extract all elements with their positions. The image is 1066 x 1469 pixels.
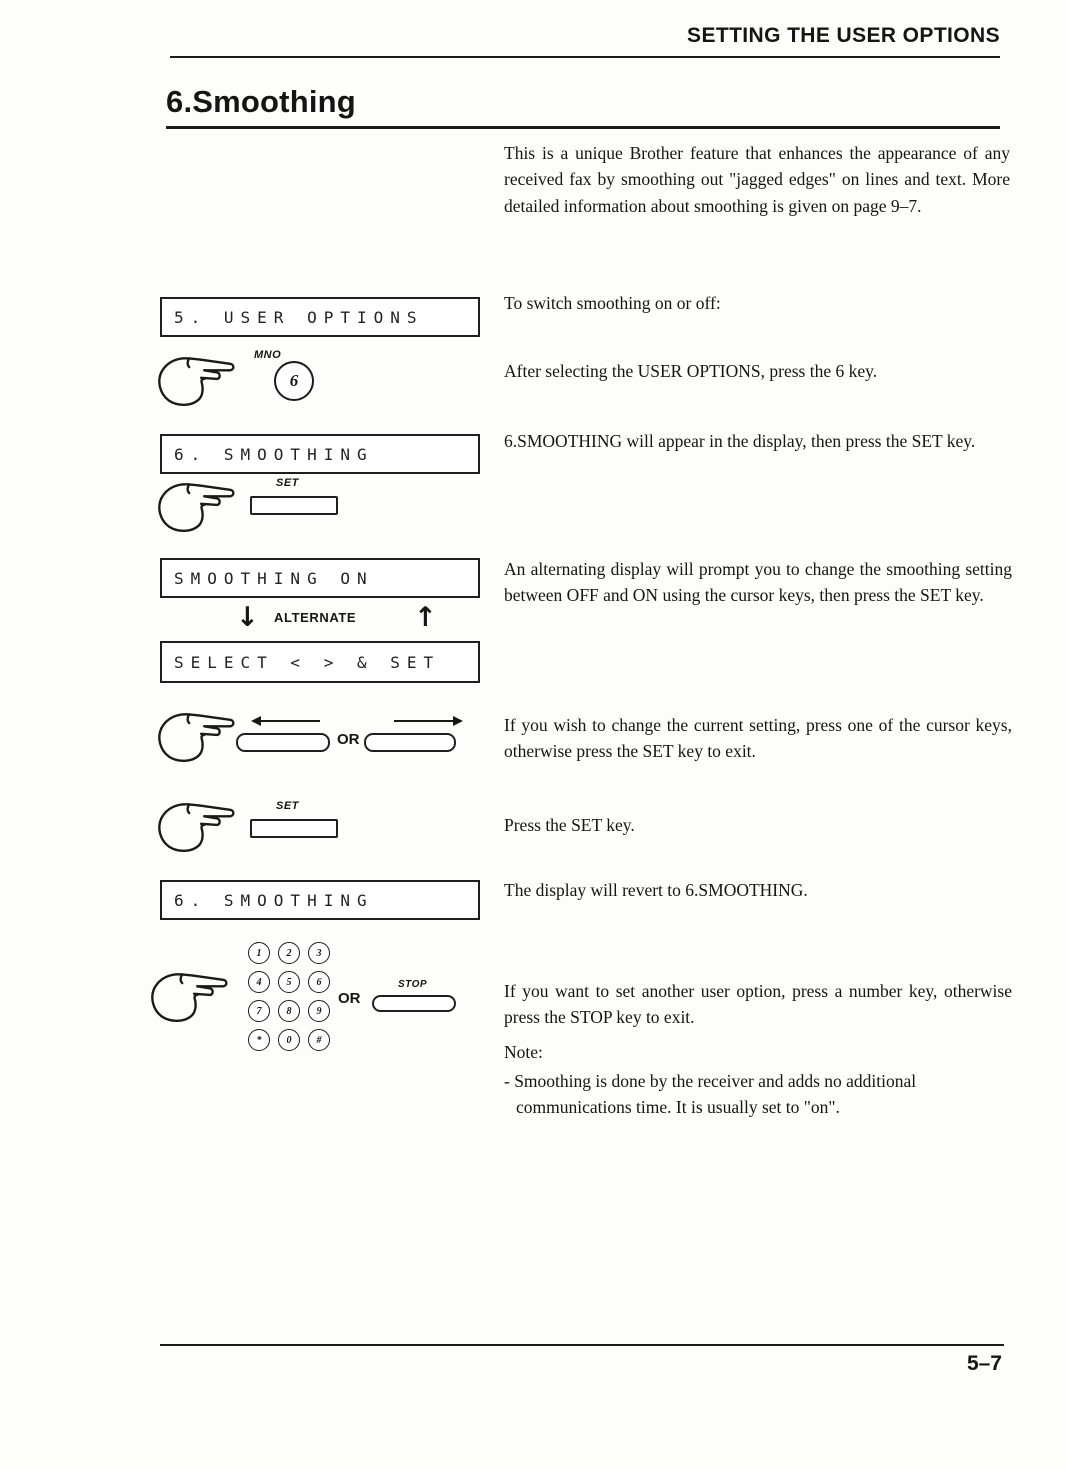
or-label: OR — [338, 990, 361, 1007]
pointing-hand-icon — [155, 352, 245, 408]
instruction-press-set: Press the SET key. — [504, 815, 635, 835]
set-key-label: SET — [276, 800, 299, 812]
note-text: - Smoothing is done by the receiver and adds no additional communications time. It is usually set to "on". — [504, 1071, 917, 1118]
lcd-display-smoothing-2 — [160, 880, 480, 920]
lcd-text: 6. SMOOTHING — [174, 444, 374, 464]
cursor-left-key — [236, 733, 330, 752]
set-key — [250, 496, 338, 515]
keypad-key-star: * — [248, 1029, 270, 1051]
pointing-hand-icon — [155, 478, 245, 534]
keypad-key-3: 3 — [308, 942, 330, 964]
number-6-key-text: 6 — [289, 371, 299, 390]
keypad-key-hash: # — [308, 1029, 330, 1051]
stop-key — [372, 995, 456, 1012]
keypad-key-7: 7 — [248, 1000, 270, 1022]
keypad-key-4: 4 — [248, 971, 270, 993]
lcd-text: SMOOTHING ON — [174, 568, 374, 588]
lcd-display-smoothing-1 — [160, 434, 480, 474]
title-rule — [166, 126, 1000, 129]
instruction-press-6: After selecting the USER OPTIONS, press the 6 key. — [504, 361, 878, 381]
number-6-key — [274, 361, 314, 401]
note-label: Note: — [504, 1042, 543, 1062]
pointing-hand-icon — [155, 798, 245, 854]
lcd-text: 5. USER OPTIONS — [174, 307, 424, 327]
instruction-another-option: If you want to set another user option, press a number key, otherwise press the STOP key to exit. — [504, 981, 1012, 1028]
pointing-hand-icon — [148, 968, 238, 1024]
instruction-change-setting: If you wish to change the current setting, press one of the cursor keys, otherwise press the SET key to exit. — [504, 715, 1012, 762]
mno-key-label: MNO — [254, 349, 282, 361]
running-header: SETTING THE USER OPTIONS — [687, 24, 1000, 47]
or-label: OR — [337, 731, 360, 748]
keypad-key-0: 0 — [278, 1029, 300, 1051]
keypad-key-1: 1 — [248, 942, 270, 964]
lcd-display-user-options — [160, 297, 480, 337]
arrow-up-icon: ↑ — [414, 602, 437, 633]
page-title: 6.Smoothing — [166, 84, 356, 119]
instruction-switch: To switch smoothing on or off: — [504, 293, 721, 313]
intro-paragraph: This is a unique Brother feature that enhances the appearance of any received fax by smoothing out "jagged edges" on lines and text. More detailed information about smoothing is given on page 9–7. — [504, 143, 1010, 216]
set-key-label: SET — [276, 477, 299, 489]
keypad-key-5: 5 — [278, 971, 300, 993]
lcd-text: SELECT < > & SET — [174, 652, 441, 672]
numeric-keypad — [248, 942, 330, 1051]
cursor-right-key — [364, 733, 456, 752]
lcd-display-select-set — [160, 641, 480, 683]
keypad-key-8: 8 — [278, 1000, 300, 1022]
lcd-display-smoothing-on — [160, 558, 480, 598]
keypad-key-6: 6 — [308, 971, 330, 993]
instruction-display-revert: The display will revert to 6.SMOOTHING. — [504, 880, 808, 900]
arrow-down-icon: ↓ — [236, 602, 259, 633]
alternate-label: ALTERNATE — [274, 610, 357, 625]
header-rule — [170, 56, 1000, 58]
right-arrow-icon — [392, 714, 464, 733]
stop-key-label: STOP — [398, 979, 428, 990]
keypad-key-9: 9 — [308, 1000, 330, 1022]
left-arrow-icon — [250, 714, 322, 733]
lcd-text: 6. SMOOTHING — [174, 890, 374, 910]
instruction-alternating-display: An alternating display will prompt you to change the smoothing setting between OFF and ON using the cursor keys, then press the SET key. — [504, 559, 1012, 606]
instruction-smoothing-appears: 6.SMOOTHING will appear in the display, then press the SET key. — [504, 431, 976, 451]
page-number: 5–7 — [966, 1352, 1002, 1375]
footer-rule — [160, 1344, 1004, 1346]
set-key — [250, 819, 338, 838]
keypad-key-2: 2 — [278, 942, 300, 964]
pointing-hand-icon — [155, 708, 245, 764]
